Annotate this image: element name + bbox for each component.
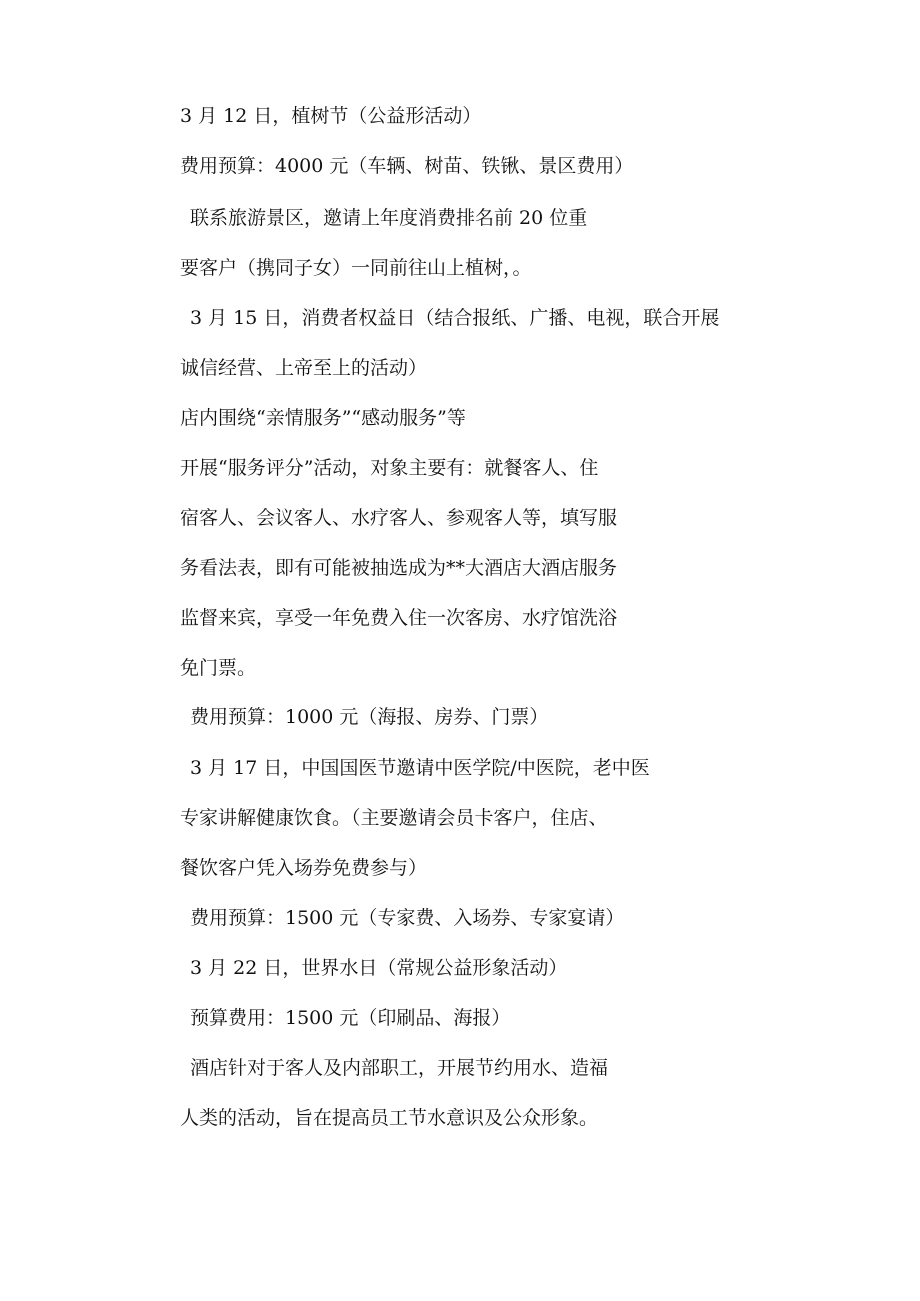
text-line: 监督来宾，享受一年免费入住一次客房、水疗馆洗浴: [180, 607, 618, 629]
text-line: 费用预算：1500 元（专家费、入场券、专家宴请）: [190, 907, 625, 929]
text-line: 开展“服务评分”活动，对象主要有：就餐客人、住: [180, 457, 599, 479]
text-line: 联系旅游景区，邀请上年度消费排名前 20 位重: [190, 207, 588, 229]
text-line: 费用预算：4000 元（车辆、树苗、铁锹、景区费用）: [180, 155, 634, 177]
text-line: 宿客人、会议客人、水疗客人、参观客人等，填写服: [180, 507, 618, 529]
text-line: 要客户（携同子女）一同前往山上植树，。: [180, 257, 532, 279]
text-line: 人类的活动，旨在提高员工节水意识及公众形象。: [180, 1107, 599, 1129]
text-line: 务看法表，即有可能被抽选成为**大酒店大酒店服务: [180, 557, 618, 579]
text-line: 免门票。: [180, 657, 257, 679]
text-line: 费用预算：1000 元（海报、房券、门票）: [190, 706, 549, 728]
text-line: 餐饮客户凭入场券免费参与）: [180, 857, 428, 879]
text-line: 3 月 15 日，消费者权益日（结合报纸、广播、电视，联合开展: [190, 307, 720, 329]
text-line: 专家讲解健康饮食。（主要邀请会员卡客户，住店、: [180, 807, 608, 829]
text-line: 3 月 17 日，中国国医节邀请中医学院/中医院，老中医: [190, 757, 650, 779]
text-line: 3 月 22 日，世界水日（常规公益形象活动）: [190, 957, 568, 979]
text-line: 店内围绕“亲情服务”“感动服务”等: [180, 407, 466, 429]
text-line: 诚信经营、上帝至上的活动）: [180, 357, 428, 379]
text-line: 酒店针对于客人及内部职工，开展节约用水、造福: [190, 1057, 609, 1079]
text-line: 预算费用：1500 元（印刷品、海报）: [190, 1007, 511, 1029]
text-line: 3 月 12 日，植树节（公益形活动）: [180, 105, 482, 127]
